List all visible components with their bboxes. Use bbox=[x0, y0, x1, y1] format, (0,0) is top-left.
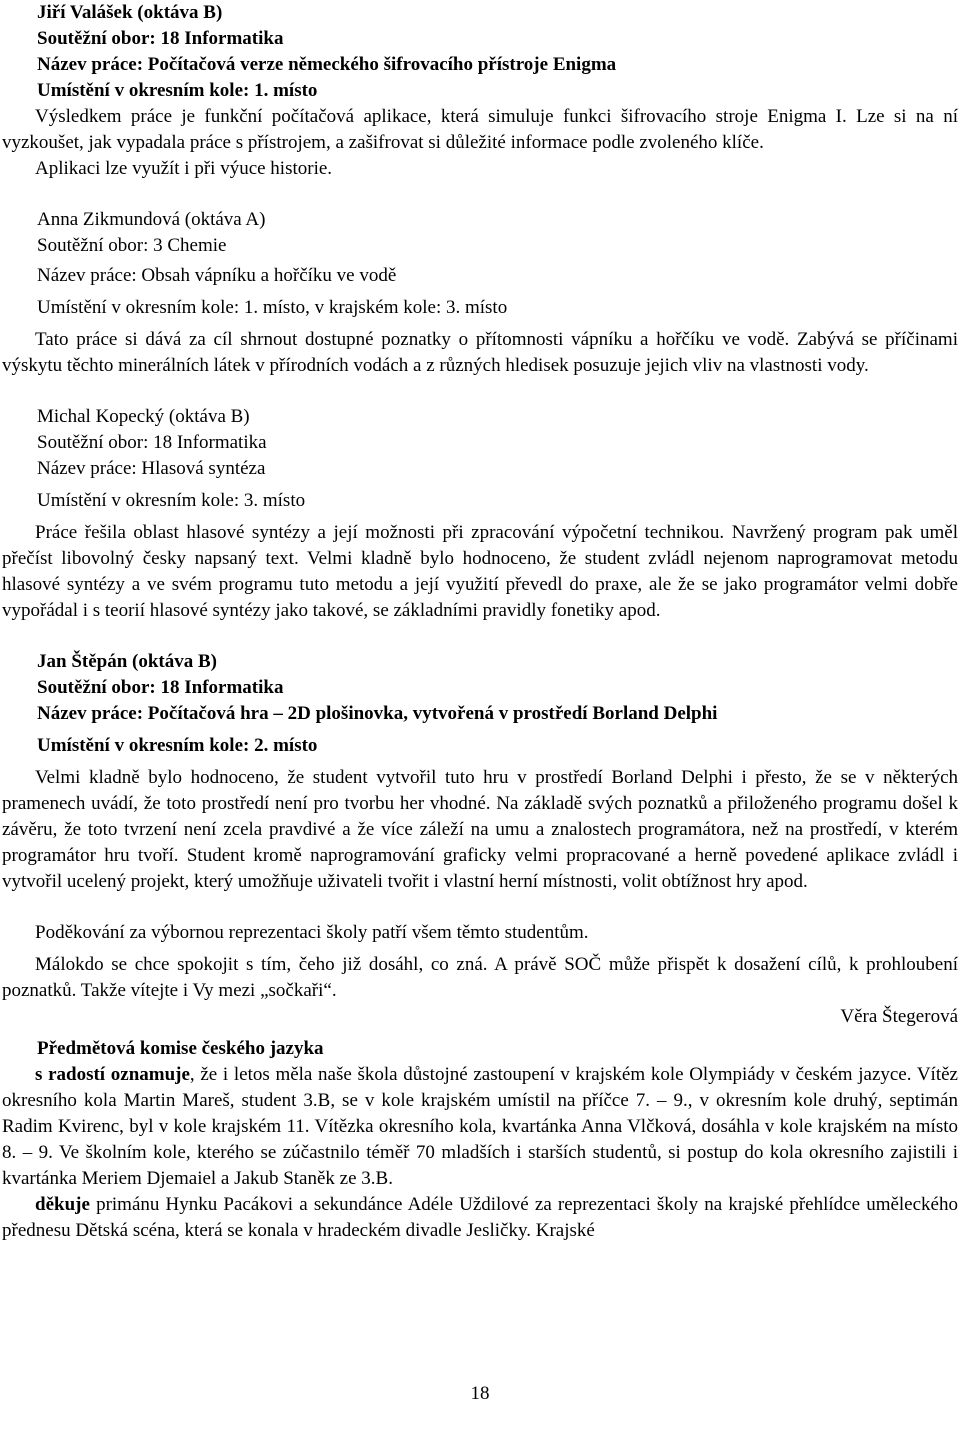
student-name: Jan Štěpán (oktáva B) bbox=[37, 651, 217, 672]
student-name: Jiří Valášek (oktáva B) bbox=[37, 2, 223, 23]
signature: Věra Štegerová bbox=[840, 1006, 958, 1027]
paragraph-body: primánu Hynku Pacákovi a sekundánce Adéle Uždilové za reprezentaci školy na krajské přehlídce uměleckého přednesu Dětská scéna, která se konala v hradeckém divadle Jesličky. Krajské bbox=[2, 1194, 958, 1241]
entry-zikmundova bbox=[2, 207, 958, 379]
description-paragraph: Tato práce si dává za cíl shrnout dostupné poznatky o přítomnosti vápníku a hořčíku ve vodě. Zabývá se příčinami výskytu těchto minerálních látek v přírodních vodách a z různých hledisek posuzuje jejich vliv na vlastnosti vody. bbox=[2, 329, 958, 376]
description-paragraph: Výsledkem práce je funkční počítačová aplikace, která simuluje funkci šifrovacího stroje Enigma I. Lze si na ní vyzkoušet, jak vypadala práce s přístrojem, a zašifrovat si důležité informace podle zvoleného klíče. bbox=[2, 106, 958, 153]
section-heading: Předmětová komise českého jazyka bbox=[37, 1038, 324, 1059]
competition-field: Soutěžní obor: 18 Informatika bbox=[37, 432, 267, 453]
description-paragraph: Velmi kladně bylo hodnoceno, že student vytvořil tuto hru v prostředí Borland Delphi i přesto, že se v některých pramenech uvádí, že toto prostředí není pro tvorbu her vhodné. Na základě svých poznatků a přiloženého programu došel k závěru, že toto tvrzení není zcela pravdivé a že více záleží na umu a znalostech programátora, než na prostředí, v kterém programátor hru tvoří. Student kromě naprogramování graficky velmi propracované a herně povedené aplikace zvládl i vytvořil ucelený projekt, který umožňuje uživateli tvořit i vlastní herní místnosti, volit obtížnost hry apod. bbox=[2, 767, 958, 892]
entry-valasek bbox=[2, 0, 958, 182]
placement: Umístění v okresním kole: 1. místo, v krajském kole: 3. místo bbox=[37, 297, 508, 318]
competition-field: Soutěžní obor: 18 Informatika bbox=[37, 28, 284, 49]
lead-phrase: děkuje bbox=[35, 1194, 90, 1215]
description-paragraph: Aplikaci lze využít i při výuce historie. bbox=[35, 158, 333, 179]
work-title: Název práce: Počítačová hra – 2D plošinovka, vytvořená v prostředí Borland Delphi bbox=[37, 703, 718, 724]
placement: Umístění v okresním kole: 3. místo bbox=[37, 490, 306, 511]
announcement-paragraph bbox=[2, 1062, 958, 1192]
work-title: Název práce: Počítačová verze německého šifrovacího přístroje Enigma bbox=[37, 54, 617, 75]
work-title: Název práce: Obsah vápníku a hořčíku ve vodě bbox=[37, 265, 397, 286]
lead-phrase: s radostí oznamuje bbox=[35, 1064, 190, 1085]
motivation-paragraph: Málokdo se chce spokojit s tím, čeho již dosáhl, co zná. A právě SOČ může přispět k dosažení cílů, k prohloubení poznatků. Takže vítejte i Vy mezi „sočkaři“. bbox=[2, 954, 958, 1001]
competition-field: Soutěžní obor: 3 Chemie bbox=[37, 235, 227, 256]
work-title: Název práce: Hlasová syntéza bbox=[37, 458, 266, 479]
student-name: Anna Zikmundová (oktáva A) bbox=[37, 209, 266, 230]
thanks-primani-paragraph bbox=[2, 1192, 958, 1244]
paragraph-body: , že i letos měla naše škola důstojné zastoupení v krajském kole Olympiády v českém jazyce. Vítěz okresního kola Martin Mareš, student 3.B, se v kole krajském umístil na příčce 7. – 9., v okresním kole druhý, septimán Radim Kvirenc, byl v kole krajském 11. Vítězka okresního kola, kvartánka Anna Vlčková, dosáhla v kole krajském na místo 8. – 9. Ve školním kole, kterého se zúčastnilo téměř 70 mladších i starších studentů, si postup do kola okresního zajistili i kvartánka Meriem Djemaiel a Jakub Staněk ze 3.B. bbox=[2, 1064, 958, 1189]
page-number: 18 bbox=[470, 1383, 490, 1404]
entry-stepan bbox=[2, 649, 958, 895]
placement: Umístění v okresním kole: 2. místo bbox=[37, 735, 318, 756]
thanks-paragraph: Poděkování za výbornou reprezentaci školy patří všem těmto studentům. bbox=[35, 922, 589, 943]
description-paragraph: Práce řešila oblast hlasové syntézy a její možnosti při zpracování výpočetní technikou. Navržený program pak uměl přečíst libovolný česky napsaný text. Velmi kladně bylo hodnoceno, že student zvládl nejenom naprogramovat metodu hlasové syntézy a ve svém programu tuto metodu a její využití převedl do praxe, ale že se jako programátor velmi dobře vypořádal i s teorií hlasové syntézy jako takové, se základními pravidly fonetiky apod. bbox=[2, 522, 958, 621]
student-name: Michal Kopecký (oktáva B) bbox=[37, 406, 250, 427]
entry-kopecky bbox=[2, 404, 958, 624]
placement: Umístění v okresním kole: 1. místo bbox=[37, 80, 318, 101]
competition-field: Soutěžní obor: 18 Informatika bbox=[37, 677, 284, 698]
